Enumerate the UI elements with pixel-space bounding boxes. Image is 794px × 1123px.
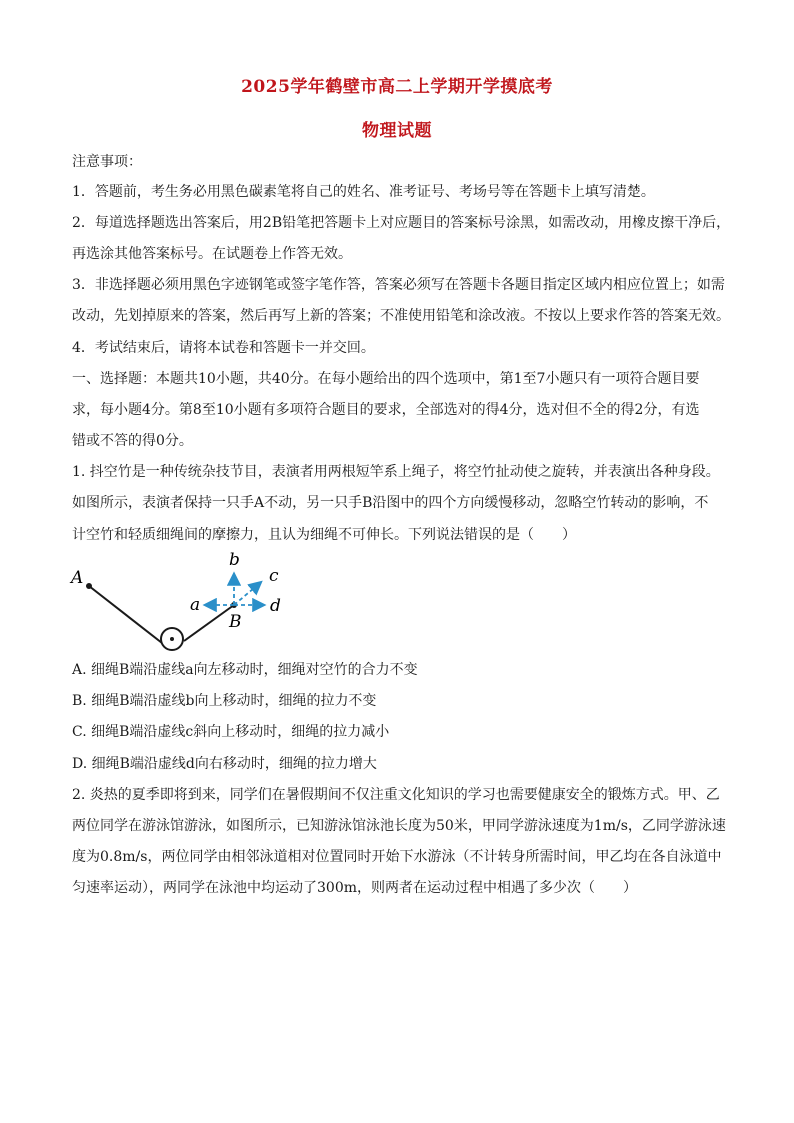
label-c: c [269,566,279,586]
label-d: d [270,596,281,616]
diabolo-center [170,637,174,641]
section-intro-2: 求，每小题4分。第8至10小题有多项符合题目的要求，全部选对的得4分，选对但不全的得2分，有选 [72,402,700,418]
q1-stem-2: 如图所示，表演者保持一只手A不动，另一只手B沿图中的四个方向缓慢移动，忽略空竹转动的影响，不 [72,495,709,511]
exam-title: 2025学年鹤壁市高二上学期开学摸底考 [241,77,553,97]
exam-subtitle: 物理试题 [362,121,432,141]
rope-left [89,586,162,643]
q2-stem-2: 两位同学在游泳馆游泳，如图所示，已知游泳馆泳池长度为50米，甲同学游泳速度为1m/s，乙同学游泳速 [72,818,726,834]
label-b: b [229,550,240,570]
notice-item-2b: 再选涂其他答案标号。在试题卷上作答无效。 [72,246,352,262]
point-A [86,583,92,589]
notice-item-3b: 改动，先划掉原来的答案，然后再写上新的答案；不准使用铅笔和涂改液。不按以上要求作答的答案无效。 [72,308,730,324]
arrow-c [234,583,260,605]
label-a: a [190,595,201,615]
q2-stem-4: 匀速率运动），两同学在泳池中均运动了300m，则两者在运动过程中相遇了多少次（ ） [72,880,637,896]
section-intro-3: 错或不答的得0分。 [72,433,193,449]
diabolo-diagram [66,545,306,655]
q2-stem-3: 度为0.8m/s，两位同学由相邻泳道相对位置同时开始下水游泳（不计转身所需时间，甲乙均在各自泳道中 [72,849,722,865]
q1-option-c: C. 细绳B端沿虚线c斜向上移动时，细绳的拉力减小 [72,724,390,740]
q1-option-b: B. 细绳B端沿虚线b向上移动时，细绳的拉力不变 [72,693,377,709]
section-intro-1: 一、选择题：本题共10小题，共40分。在每小题给出的四个选项中，第1至7小题只有一项符合题目要 [72,371,700,387]
notice-item-4: 4．考试结束后，请将本试卷和答题卡一并交回。 [72,340,375,356]
label-A: A [71,568,84,588]
q1-stem-1: 1. 抖空竹是一种传统杂技节目，表演者用两根短竿系上绳子，将空竹扯动使之旋转，并表演出各种身段。 [72,464,720,480]
notice-item-1: 1．答题前，考生务必用黑色碳素笔将自己的姓名、准考证号、考场号等在答题卡上填写清楚。 [72,184,655,200]
notice-item-2a: 2．每道选择题选出答案后，用2B铅笔把答题卡上对应题目的答案标号涂黑，如需改动，用橡皮擦干净后， [72,215,731,231]
notice-item-3a: 3．非选择题必须用黑色字迹钢笔或签字笔作答，答案必须写在答题卡各题目指定区域内相应位置上；如需 [72,277,725,293]
q2-stem-1: 2. 炎热的夏季即将到来，同学们在暑假期间不仅注重文化知识的学习也需要健康安全的锻炼方式。甲、乙 [72,787,720,803]
q1-option-d: D. 细绳B端沿虚线d向右移动时，细绳的拉力增大 [72,756,377,772]
label-B: B [229,612,242,632]
notice-heading: 注意事项： [72,154,142,170]
q1-option-a: A. 细绳B端沿虚线a向左移动时，细绳对空竹的合力不变 [72,662,418,678]
q1-stem-3: 计空竹和轻质细绳间的摩擦力，且认为细绳不可伸长。下列说法错误的是（ ） [72,527,576,543]
